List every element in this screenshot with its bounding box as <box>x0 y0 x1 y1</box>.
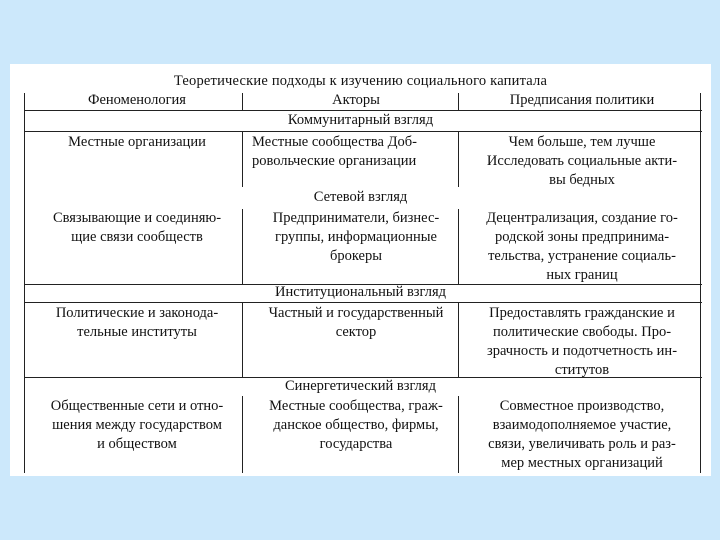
header-actors: Акторы <box>332 92 380 108</box>
rule-col1-s2 <box>242 209 243 284</box>
section-network: Сетевой взгляд <box>313 189 408 205</box>
cell-s1-c3: Чем больше, тем лучше Исследовать социальные акти- вы бедных <box>486 134 678 188</box>
cell-s1-c1: Местные организации <box>68 134 206 150</box>
rule-col1-s1 <box>242 131 243 187</box>
cell-s3-c3: Предоставлять гражданские и политические свободы. Про- зрачность и подотчетность ин- ститутов <box>486 305 678 378</box>
cell-s3-c2: Частный и государственный сектор <box>268 305 444 340</box>
cell-s2-c2: Предприниматели, бизнес- группы, информационные брокеры <box>272 210 440 264</box>
rule-col2-h <box>458 93 459 111</box>
rule-col1-s3 <box>242 302 243 377</box>
cell-s1-c2: Местные сообщества Доб- ровольческие организации <box>252 134 417 169</box>
header-policy: Предписания политики <box>509 92 655 108</box>
table-slide <box>10 64 711 476</box>
section-institutional: Институциональный взгляд <box>274 284 447 300</box>
rule-col1-s4 <box>242 396 243 473</box>
cell-s3-c1: Политические и законода- тельные институты <box>55 305 219 340</box>
rule-col1-h <box>242 93 243 111</box>
cell-s4-c3: Совместное производство, взаимодополняемое участие, связи, увеличивать роль и раз- мер местных организаций <box>488 398 676 471</box>
header-phenomenology: Феноменология <box>88 92 186 108</box>
cell-s2-c1: Связывающие и соединяю- щие связи сообществ <box>52 210 222 245</box>
rule-right <box>700 93 701 473</box>
rule-section-1 <box>24 131 702 132</box>
cell-s4-c1: Общественные сети и отно- шения между государством и обществом <box>50 398 224 452</box>
cell-s2-c3: Децентрализация, создание го- родской зоны предпринима- тельства, устранение социаль- ных границ <box>486 210 678 283</box>
rule-section-3 <box>24 302 702 303</box>
section-communitarian: Коммунитарный взгляд <box>287 112 434 128</box>
cell-s4-c2: Местные сообщества, граж- данское общество, фирмы, государства <box>269 398 443 452</box>
rule-left <box>24 93 25 473</box>
rule-header-bottom <box>24 110 702 111</box>
table-title: Теоретические подходы к изучению социального капитала <box>173 73 548 89</box>
section-synergetic: Синергетический взгляд <box>285 378 436 394</box>
